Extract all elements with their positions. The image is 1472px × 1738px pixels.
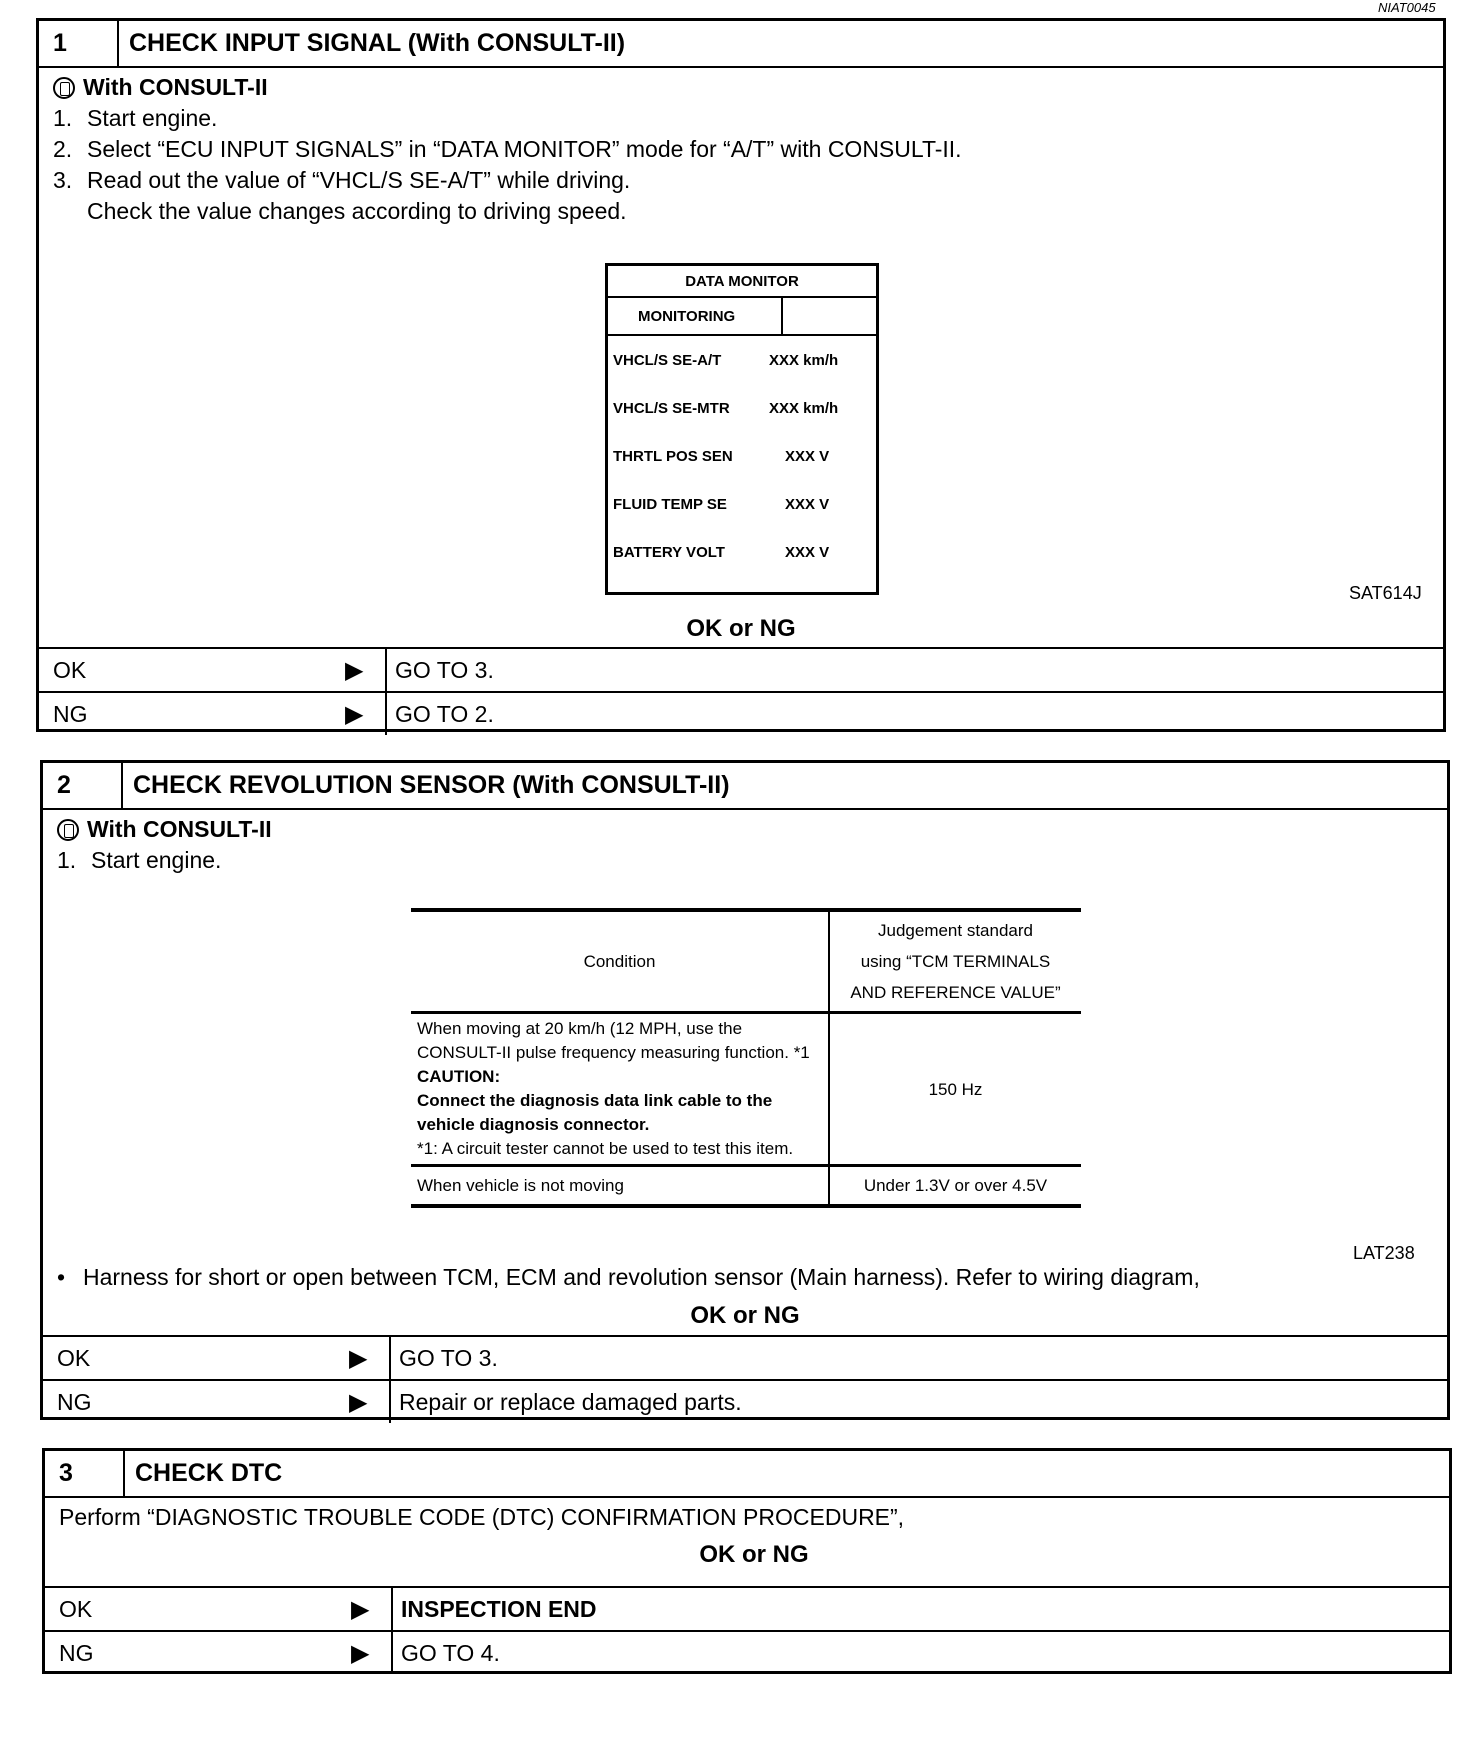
- step-2-box: [40, 760, 1450, 1420]
- monitor-row: FLUID TEMP SE XXX V: [613, 495, 830, 513]
- step-title: CHECK INPUT SIGNAL (With CONSULT-II): [129, 29, 626, 57]
- consult-tool-icon: [53, 77, 75, 99]
- arrow-right-icon: ▶: [351, 1639, 370, 1667]
- consult-tool-icon: [57, 819, 79, 841]
- reference-code: NIAT0045: [1378, 0, 1436, 15]
- instruction-step: 1. Start engine.: [53, 105, 218, 131]
- instruction-step: 2. Select “ECU INPUT SIGNALS” in “DATA MONITOR” mode for “A/T” with CONSULT-II.: [53, 136, 962, 162]
- ok-or-ng-label: OK or NG: [690, 1302, 800, 1329]
- monitor-row: VHCL/S SE-A/T XXX km/h: [613, 351, 839, 369]
- step-1-header: [39, 21, 1443, 68]
- ng-row: NG ▶ Repair or replace damaged parts.: [43, 1379, 1447, 1423]
- data-monitor-figure: [605, 263, 879, 595]
- table-row: When moving at 20 km/h (12 MPH, use the CONSULT-II pulse frequency measuring function. *1 CAUTION: Connect the diagnosis data link cable to the vehicle diagnosis connector. *1: A circuit tester cannot be used to test this item. 150 Hz: [411, 1013, 1081, 1166]
- step-number: 3: [45, 1451, 125, 1496]
- instruction-text: Perform “DIAGNOSTIC TROUBLE CODE (DTC) CONFIRMATION PROCEDURE”,: [59, 1504, 905, 1530]
- ng-row: NG ▶ GO TO 4.: [45, 1630, 1449, 1674]
- arrow-right-icon: ▶: [351, 1595, 370, 1623]
- ok-or-ng-label: OK or NG: [686, 615, 796, 642]
- step-title: CHECK DTC: [135, 1459, 283, 1487]
- step-number: 2: [43, 763, 123, 808]
- monitor-header: DATA MONITOR: [608, 266, 876, 298]
- consult-label: With CONSULT-II: [57, 814, 1447, 845]
- step-3-body: [45, 1498, 1449, 1586]
- figure-id: SAT614J: [1349, 583, 1422, 603]
- ng-row: NG ▶ GO TO 2.: [39, 691, 1443, 735]
- judgement-header: Judgement standard using “TCM TERMINALS AND REFERENCE VALUE”: [829, 910, 1081, 1013]
- ng-action: GO TO 2.: [385, 693, 1443, 735]
- bullet-item: • Harness for short or open between TCM, ECM and revolution sensor (Main harness). Refer to wiring diagram,: [57, 1264, 1200, 1290]
- arrow-right-icon: ▶: [349, 1344, 368, 1372]
- step-3-header: [45, 1451, 1449, 1498]
- ok-action: GO TO 3.: [385, 649, 1443, 691]
- step-1-body: [39, 68, 1443, 647]
- step-1-box: [36, 18, 1446, 732]
- monitor-row: THRTL POS SEN XXX V: [613, 447, 830, 465]
- step-3-box: [42, 1448, 1452, 1674]
- step-2-body: [43, 810, 1447, 1335]
- arrow-right-icon: ▶: [345, 656, 364, 684]
- instruction-step-cont: Check the value changes according to driving speed.: [87, 198, 627, 224]
- ok-row: OK ▶ INSPECTION END: [45, 1586, 1449, 1630]
- step-2-header: [43, 763, 1447, 810]
- ok-action: GO TO 3.: [389, 1337, 1447, 1379]
- arrow-right-icon: ▶: [345, 700, 364, 728]
- step-number: 1: [39, 21, 119, 66]
- monitor-row: VHCL/S SE-MTR XXX km/h: [613, 399, 839, 417]
- monitor-row: BATTERY VOLT XXX V: [613, 543, 830, 561]
- consult-label: With CONSULT-II: [53, 72, 1443, 103]
- ok-row: OK ▶ GO TO 3.: [43, 1335, 1447, 1379]
- ok-or-ng-label: OK or NG: [699, 1541, 809, 1568]
- condition-header: Condition: [411, 910, 829, 1013]
- ng-action: GO TO 4.: [391, 1632, 1449, 1674]
- instruction-step: 3. Read out the value of “VHCL/S SE-A/T” while driving.: [53, 167, 631, 193]
- ok-row: OK ▶ GO TO 3.: [39, 647, 1443, 691]
- table-row: When vehicle is not moving Under 1.3V or over 4.5V: [411, 1166, 1081, 1207]
- arrow-right-icon: ▶: [349, 1388, 368, 1416]
- step-title: CHECK REVOLUTION SENSOR (With CONSULT-II): [133, 771, 730, 799]
- ok-action: INSPECTION END: [391, 1588, 1449, 1630]
- ng-action: Repair or replace damaged parts.: [389, 1381, 1447, 1423]
- instruction-step: 1. Start engine.: [57, 847, 222, 873]
- monitor-subheader: MONITORING: [608, 298, 876, 336]
- figure-id: LAT238: [1353, 1243, 1415, 1263]
- condition-table: [411, 908, 1081, 1208]
